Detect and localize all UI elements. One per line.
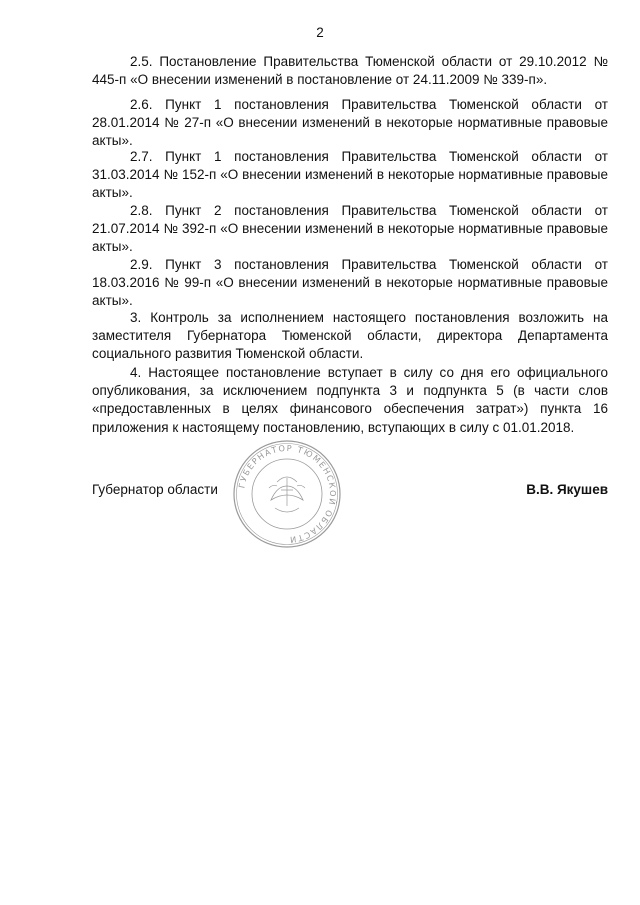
paragraph-2-8: 2.8. Пункт 2 постановления Правительства Тюменской области от 21.07.2014 № 392-п «О внесении изменений в некоторые нормативные правовые акты». bbox=[92, 203, 608, 255]
paragraph-2-6: 2.6. Пункт 1 постановления Правительства Тюменской области от 28.01.2014 № 27-п «О внесении изменений в некоторые нормативные правовые акты». bbox=[92, 97, 608, 149]
paragraph-2-7: 2.7. Пункт 1 постановления Правительства Тюменской области от 31.03.2014 № 152-п «О внесении изменений в некоторые нормативные правовые акты». bbox=[92, 149, 608, 201]
official-seal bbox=[231, 438, 343, 550]
page-number: 2 bbox=[316, 25, 324, 40]
paragraph-2-9: 2.9. Пункт 3 постановления Правительства Тюменской области от 18.03.2016 № 99-п «О внесении изменений в некоторые нормативные правовые акты». bbox=[92, 257, 608, 309]
paragraph-4: 4. Настоящее постановление вступает в силу со дня его официального опубликования, за исключением подпункта 3 и подпункта 5 (в части слов «предоставленных в целях финансового обеспечения затрат») пункта 16 приложения к настоящему постановлению, вступающих в силу с 01.01.2018. bbox=[92, 365, 608, 435]
seal-text: ГУБЕРНАТОР ТЮМЕНСКОЙ ОБЛАСТИ bbox=[236, 442, 339, 546]
signature-name: В.В. Якушев bbox=[526, 482, 608, 497]
paragraph-2-5: 2.5. Постановление Правительства Тюменской области от 29.10.2012 № 445-п «О внесении изменений в постановление от 24.11.2009 № 339-п». bbox=[92, 54, 608, 88]
signature-title: Губернатор области bbox=[92, 482, 218, 497]
paragraph-3: 3. Контроль за исполнением настоящего постановления возложить на заместителя Губернатора Тюменской области, директора Департамента социального развития Тюменской области. bbox=[92, 310, 608, 362]
